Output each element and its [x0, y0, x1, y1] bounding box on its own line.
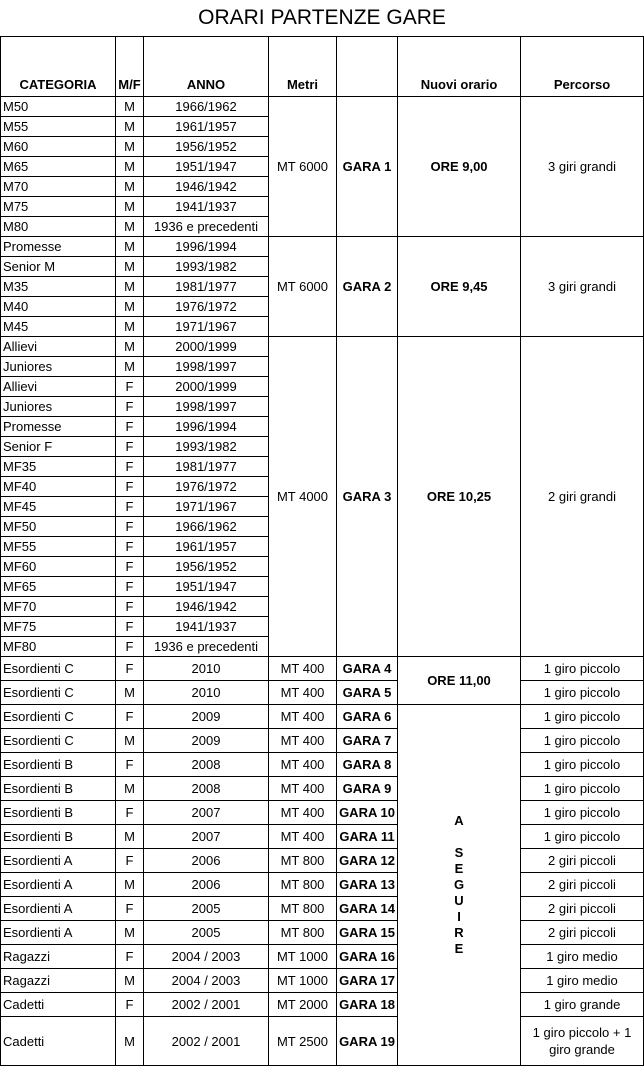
table-row [1, 873, 644, 897]
categoria-cell: Esordienti A [1, 921, 116, 945]
percorso-cell: 1 giro medio [521, 945, 644, 969]
mf-cell: M [116, 177, 144, 197]
anno-cell: 1993/1982 [144, 257, 269, 277]
mf-cell: M [116, 97, 144, 117]
anno-cell: 1981/1977 [144, 457, 269, 477]
anno-cell: 2008 [144, 777, 269, 801]
gara-cell: GARA 6 [337, 705, 398, 729]
anno-cell: 1961/1957 [144, 117, 269, 137]
categoria-cell: MF65 [1, 577, 116, 597]
percorso-cell: 2 giri piccoli [521, 897, 644, 921]
mf-cell: M [116, 969, 144, 993]
table-row [1, 681, 644, 705]
mf-cell: F [116, 617, 144, 637]
mf-cell: F [116, 497, 144, 517]
percorso-cell: 1 giro piccolo [521, 777, 644, 801]
categoria-cell: Cadetti [1, 993, 116, 1017]
anno-cell: 1936 e precedenti [144, 637, 269, 657]
categoria-cell: M70 [1, 177, 116, 197]
categoria-cell: MF45 [1, 497, 116, 517]
categoria-cell: MF60 [1, 557, 116, 577]
anno-cell: 2010 [144, 681, 269, 705]
gara-cell: GARA 10 [337, 801, 398, 825]
table-row [1, 729, 644, 753]
table-row [1, 97, 644, 117]
gara-cell: GARA 14 [337, 897, 398, 921]
percorso-cell: 2 giri piccoli [521, 849, 644, 873]
categoria-cell: MF55 [1, 537, 116, 557]
gara-cell: GARA 1 [337, 97, 398, 237]
mf-cell: M [116, 117, 144, 137]
mf-cell: F [116, 417, 144, 437]
percorso-cell: 3 giri grandi [521, 97, 644, 237]
percorso-cell: 1 giro piccolo + 1 giro grande [521, 1017, 644, 1066]
metri-cell: MT 1000 [269, 945, 337, 969]
metri-cell: MT 400 [269, 705, 337, 729]
categoria-cell: Esordienti B [1, 801, 116, 825]
categoria-cell: Esordienti C [1, 729, 116, 753]
anno-cell: 2002 / 2001 [144, 993, 269, 1017]
header-gara [337, 37, 398, 97]
anno-cell: 2007 [144, 825, 269, 849]
gara-cell: GARA 2 [337, 237, 398, 337]
categoria-cell: M65 [1, 157, 116, 177]
table-row [1, 849, 644, 873]
gara-cell: GARA 4 [337, 657, 398, 681]
metri-cell: MT 400 [269, 681, 337, 705]
anno-cell: 1996/1994 [144, 417, 269, 437]
gara-cell: GARA 5 [337, 681, 398, 705]
header-orario: Nuovi orario [398, 37, 521, 97]
a-seguire-cell [398, 705, 521, 1066]
gara-cell: GARA 13 [337, 873, 398, 897]
percorso-cell: 1 giro piccolo [521, 705, 644, 729]
metri-cell: MT 800 [269, 873, 337, 897]
percorso-cell: 1 giro piccolo [521, 681, 644, 705]
anno-cell: 1956/1952 [144, 557, 269, 577]
percorso-cell: 1 giro piccolo [521, 801, 644, 825]
anno-cell: 2010 [144, 657, 269, 681]
mf-cell: F [116, 397, 144, 417]
anno-cell: 1936 e precedenti [144, 217, 269, 237]
a-seguire-letter: S [454, 845, 464, 860]
table-row [1, 237, 644, 257]
percorso-cell: 1 giro piccolo [521, 825, 644, 849]
a-seguire-label [454, 813, 464, 957]
mf-cell: F [116, 377, 144, 397]
anno-cell: 1971/1967 [144, 317, 269, 337]
categoria-cell: MF40 [1, 477, 116, 497]
table-row [1, 825, 644, 849]
table-row [1, 1017, 644, 1066]
mf-cell: M [116, 1017, 144, 1066]
anno-cell: 1956/1952 [144, 137, 269, 157]
mf-cell: F [116, 945, 144, 969]
a-seguire-letter [454, 829, 464, 845]
percorso-cell: 2 giri piccoli [521, 921, 644, 945]
categoria-cell: Ragazzi [1, 945, 116, 969]
categoria-cell: Promesse [1, 237, 116, 257]
mf-cell: F [116, 897, 144, 921]
metri-cell: MT 6000 [269, 237, 337, 337]
categoria-cell: Esordienti B [1, 825, 116, 849]
anno-cell: 1951/1947 [144, 157, 269, 177]
categoria-cell: M55 [1, 117, 116, 137]
categoria-cell: MF35 [1, 457, 116, 477]
categoria-cell: Senior M [1, 257, 116, 277]
mf-cell: F [116, 537, 144, 557]
mf-cell: F [116, 557, 144, 577]
anno-cell: 2005 [144, 921, 269, 945]
mf-cell: F [116, 849, 144, 873]
categoria-cell: Esordienti C [1, 681, 116, 705]
anno-cell: 2004 / 2003 [144, 969, 269, 993]
anno-cell: 2002 / 2001 [144, 1017, 269, 1066]
metri-cell: MT 400 [269, 753, 337, 777]
metri-cell: MT 400 [269, 657, 337, 681]
table-row [1, 777, 644, 801]
mf-cell: M [116, 217, 144, 237]
a-seguire-letter: U [454, 893, 464, 908]
metri-cell: MT 800 [269, 897, 337, 921]
anno-cell: 1998/1997 [144, 357, 269, 377]
percorso-cell: 1 giro medio [521, 969, 644, 993]
mf-cell: M [116, 317, 144, 337]
anno-cell: 1976/1972 [144, 297, 269, 317]
anno-cell: 2009 [144, 705, 269, 729]
mf-cell: F [116, 753, 144, 777]
anno-cell: 1946/1942 [144, 597, 269, 617]
a-seguire-letter: E [454, 861, 464, 876]
categoria-cell: M75 [1, 197, 116, 217]
gara-cell: GARA 18 [337, 993, 398, 1017]
percorso-cell: 1 giro grande [521, 993, 644, 1017]
metri-cell: MT 400 [269, 777, 337, 801]
table-row [1, 897, 644, 921]
a-seguire-letter: E [454, 941, 464, 956]
anno-cell: 1993/1982 [144, 437, 269, 457]
categoria-cell: M45 [1, 317, 116, 337]
metri-cell: MT 6000 [269, 97, 337, 237]
categoria-cell: MF70 [1, 597, 116, 617]
categoria-cell: Allievi [1, 377, 116, 397]
header-row [1, 37, 644, 97]
orario-cell: ORE 9,45 [398, 237, 521, 337]
metri-cell: MT 400 [269, 729, 337, 753]
categoria-cell: Senior F [1, 437, 116, 457]
anno-cell: 2006 [144, 849, 269, 873]
metri-cell: MT 2500 [269, 1017, 337, 1066]
categoria-cell: Esordienti C [1, 657, 116, 681]
mf-cell: F [116, 597, 144, 617]
mf-cell: F [116, 705, 144, 729]
mf-cell: M [116, 277, 144, 297]
mf-cell: M [116, 137, 144, 157]
header-metri: Metri [269, 37, 337, 97]
percorso-cell: 2 giri grandi [521, 337, 644, 657]
categoria-cell: Juniores [1, 357, 116, 377]
mf-cell: F [116, 437, 144, 457]
gara-cell: GARA 19 [337, 1017, 398, 1066]
anno-cell: 1966/1962 [144, 517, 269, 537]
categoria-cell: Promesse [1, 417, 116, 437]
table-row [1, 993, 644, 1017]
gara-cell: GARA 11 [337, 825, 398, 849]
anno-cell: 2008 [144, 753, 269, 777]
percorso-cell: 1 giro piccolo [521, 657, 644, 681]
anno-cell: 1981/1977 [144, 277, 269, 297]
mf-cell: M [116, 337, 144, 357]
anno-cell: 1961/1957 [144, 537, 269, 557]
gara-cell: GARA 17 [337, 969, 398, 993]
anno-cell: 1941/1937 [144, 617, 269, 637]
header-anno: ANNO [144, 37, 269, 97]
anno-cell: 2005 [144, 897, 269, 921]
header-mf: M/F [116, 37, 144, 97]
mf-cell: F [116, 801, 144, 825]
metri-cell: MT 2000 [269, 993, 337, 1017]
mf-cell: F [116, 993, 144, 1017]
mf-cell: M [116, 873, 144, 897]
header-categoria: CATEGORIA [1, 37, 116, 97]
categoria-cell: Esordienti C [1, 705, 116, 729]
metri-cell: MT 4000 [269, 337, 337, 657]
percorso-cell: 1 giro piccolo [521, 729, 644, 753]
gara-cell: GARA 7 [337, 729, 398, 753]
orario-cell: ORE 10,25 [398, 337, 521, 657]
metri-cell: MT 800 [269, 921, 337, 945]
anno-cell: 2007 [144, 801, 269, 825]
a-seguire-letter: I [457, 909, 461, 924]
anno-cell: 1946/1942 [144, 177, 269, 197]
a-seguire-letter: G [453, 877, 465, 892]
metri-cell: MT 1000 [269, 969, 337, 993]
mf-cell: M [116, 257, 144, 277]
metri-cell: MT 400 [269, 825, 337, 849]
gara-cell: GARA 3 [337, 337, 398, 657]
percorso-cell: 1 giro piccolo [521, 753, 644, 777]
mf-cell: M [116, 729, 144, 753]
table-row [1, 705, 644, 729]
gara-cell: GARA 15 [337, 921, 398, 945]
categoria-cell: M35 [1, 277, 116, 297]
categoria-cell: Esordienti B [1, 777, 116, 801]
header-percorso: Percorso [521, 37, 644, 97]
page-title: ORARI PARTENZE GARE [198, 6, 446, 29]
gara-cell: GARA 12 [337, 849, 398, 873]
anno-cell: 2000/1999 [144, 337, 269, 357]
categoria-cell: Ragazzi [1, 969, 116, 993]
categoria-cell: MF50 [1, 517, 116, 537]
mf-cell: M [116, 921, 144, 945]
anno-cell: 1971/1967 [144, 497, 269, 517]
gara-cell: GARA 16 [337, 945, 398, 969]
categoria-cell: MF75 [1, 617, 116, 637]
categoria-cell: Esordienti B [1, 753, 116, 777]
table-row [1, 921, 644, 945]
mf-cell: F [116, 637, 144, 657]
orario-cell: ORE 11,00 [398, 657, 521, 705]
anno-cell: 1941/1937 [144, 197, 269, 217]
mf-cell: M [116, 297, 144, 317]
anno-cell: 1951/1947 [144, 577, 269, 597]
table-row [1, 753, 644, 777]
mf-cell: M [116, 825, 144, 849]
anno-cell: 2004 / 2003 [144, 945, 269, 969]
gara-cell: GARA 8 [337, 753, 398, 777]
mf-cell: F [116, 657, 144, 681]
categoria-cell: M60 [1, 137, 116, 157]
table-row [1, 945, 644, 969]
mf-cell: M [116, 681, 144, 705]
anno-cell: 2000/1999 [144, 377, 269, 397]
mf-cell: F [116, 517, 144, 537]
mf-cell: F [116, 457, 144, 477]
percorso-cell: 3 giri grandi [521, 237, 644, 337]
orario-cell: ORE 9,00 [398, 97, 521, 237]
table-row [1, 337, 644, 357]
mf-cell: M [116, 197, 144, 217]
categoria-cell: Allievi [1, 337, 116, 357]
anno-cell: 1966/1962 [144, 97, 269, 117]
mf-cell: M [116, 357, 144, 377]
a-seguire-letter: A [454, 813, 464, 828]
mf-cell: F [116, 577, 144, 597]
categoria-cell: Esordienti A [1, 849, 116, 873]
anno-cell: 2006 [144, 873, 269, 897]
anno-cell: 1996/1994 [144, 237, 269, 257]
metri-cell: MT 800 [269, 849, 337, 873]
table-row [1, 801, 644, 825]
categoria-cell: M50 [1, 97, 116, 117]
table-row [1, 657, 644, 681]
categoria-cell: MF80 [1, 637, 116, 657]
anno-cell: 2009 [144, 729, 269, 753]
categoria-cell: Esordienti A [1, 897, 116, 921]
mf-cell: M [116, 237, 144, 257]
table-row [1, 969, 644, 993]
a-seguire-letter: R [454, 925, 464, 940]
gara-cell: GARA 9 [337, 777, 398, 801]
categoria-cell: Juniores [1, 397, 116, 417]
categoria-cell: M40 [1, 297, 116, 317]
mf-cell: M [116, 777, 144, 801]
percorso-cell: 2 giri piccoli [521, 873, 644, 897]
anno-cell: 1998/1997 [144, 397, 269, 417]
mf-cell: F [116, 477, 144, 497]
metri-cell: MT 400 [269, 801, 337, 825]
categoria-cell: Esordienti A [1, 873, 116, 897]
categoria-cell: M80 [1, 217, 116, 237]
categoria-cell: Cadetti [1, 1017, 116, 1066]
mf-cell: M [116, 157, 144, 177]
schedule-table [0, 36, 644, 1066]
anno-cell: 1976/1972 [144, 477, 269, 497]
